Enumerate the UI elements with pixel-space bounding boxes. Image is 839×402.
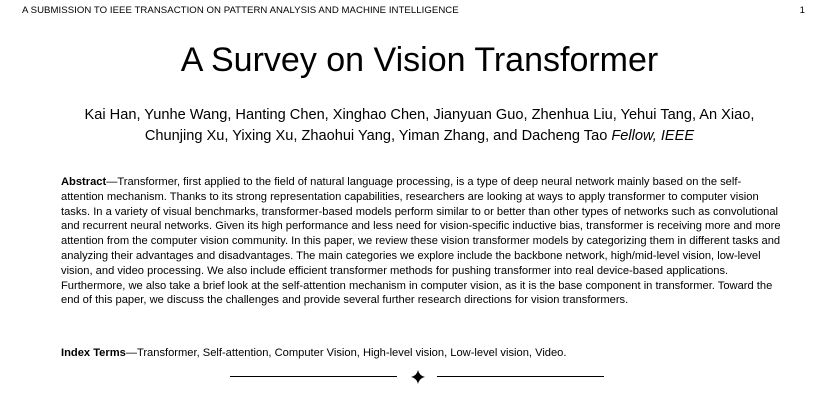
author-list [0,105,839,147]
paper-title: A Survey on Vision Transformer [180,41,659,79]
author-line-1: Kai Han, Yunhe Wang, Hanting Chen, Xinghao Chen, Jianyuan Guo, Zhenhua Liu, Yehui Tang, An Xiao, [84,107,755,123]
running-head: A SUBMISSION TO IEEE TRANSACTION ON PATTERN ANALYSIS AND MACHINE INTELLIGENCE [22,5,459,16]
page-number: 1 [799,5,805,16]
abstract [61,175,781,308]
diamond-icon [410,369,426,385]
author-line-2 [0,126,839,147]
separator-rule-left [230,376,397,377]
index-terms-text: —Transformer, Self-attention, Computer Vision, High-level vision, Low-level vision, Video. [125,347,567,359]
abstract-text: —Transformer, first applied to the field of natural language processing, is a type of deep neural network mainly based on the self-attention mechanism. Thanks to its strong representation capabilities, researchers are looking at ways to apply transformer to computer vision tasks. In a variety of visual benchmarks, transformer-based models perform similar to or better than other types of networks such as convolutional and recurrent neural networks. Given its high performance and less need for vision-specific inductive bias, transformer is receiving more and more attention from the computer vision community. In this paper, we review these vision transformer models by categorizing them in different tasks and analyzing their advantages and disadvantages. The main categories we explore include the backbone network, high/mid-level vision, low-level vision, and video processing. We also include efficient transformer methods for pushing transformer into real device-based applications. Furthermore, we also take a brief look at the self-attention mechanism in computer vision, as it is the base component in transformer. Toward the end of this paper, we discuss the challenges and provide several further research directions for vision transformers. [61,176,781,307]
abstract-label: Abstract [61,176,107,188]
author-title: Fellow, IEEE [611,128,695,144]
index-terms-label: Index Terms [61,347,126,359]
author-line-2-names: Chunjing Xu, Yixing Xu, Zhaohui Yang, Yiman Zhang, and Dacheng Tao [144,128,608,144]
index-terms [61,346,781,361]
separator-rule-right [437,376,604,377]
